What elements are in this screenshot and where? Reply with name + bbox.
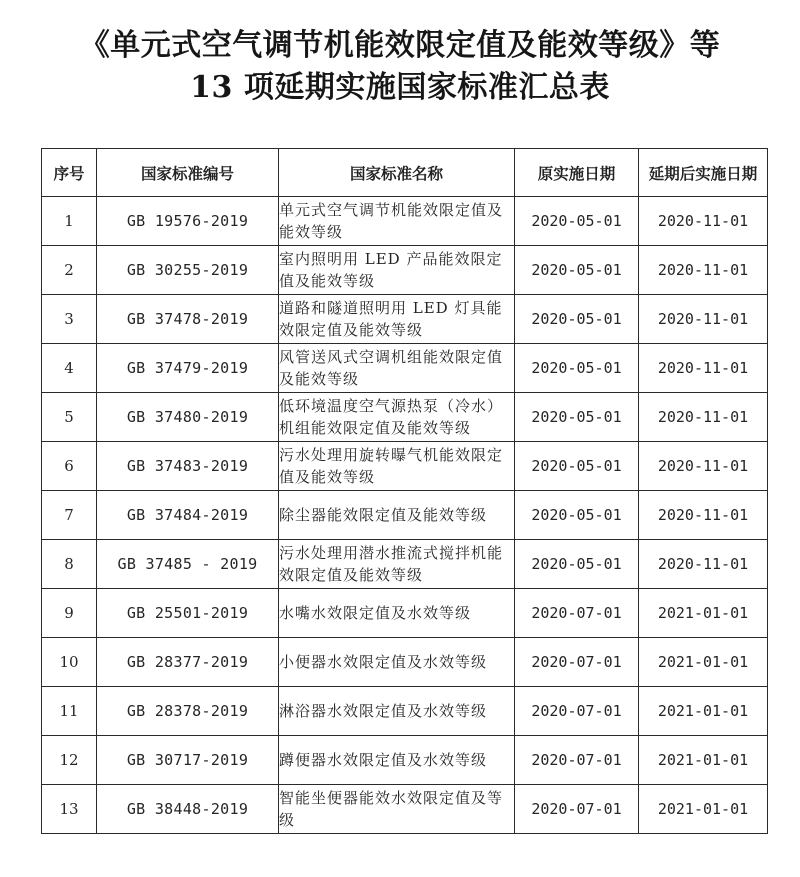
original-date: 2020-05-01: [515, 344, 639, 393]
standard-name: 蹲便器水效限定值及水效等级: [279, 736, 515, 785]
postponed-date: 2020-11-01: [639, 246, 768, 295]
row-index: 5: [42, 393, 97, 442]
standard-name: 智能坐便器能效水效限定值及等级: [279, 785, 515, 834]
header-standard-code: 国家标准编号: [97, 149, 279, 197]
row-index: 6: [42, 442, 97, 491]
table-row: [42, 295, 768, 344]
original-date: 2020-05-01: [515, 442, 639, 491]
original-date: 2020-05-01: [515, 540, 639, 589]
standard-name: 除尘器能效限定值及能效等级: [279, 491, 515, 540]
table-row: [42, 197, 768, 246]
standard-name: 道路和隧道照明用 LED 灯具能效限定值及能效等级: [279, 295, 515, 344]
row-index: 9: [42, 589, 97, 638]
table-row: [42, 785, 768, 834]
original-date: 2020-05-01: [515, 246, 639, 295]
table-row: [42, 736, 768, 785]
table-row: [42, 687, 768, 736]
postponed-date: 2020-11-01: [639, 491, 768, 540]
standards-table: [41, 148, 768, 834]
postponed-date: 2020-11-01: [639, 295, 768, 344]
standard-name: 水嘴水效限定值及水效等级: [279, 589, 515, 638]
original-date: 2020-05-01: [515, 491, 639, 540]
standard-name: 风管送风式空调机组能效限定值及能效等级: [279, 344, 515, 393]
document-title: 《单元式空气调节机能效限定值及能效等级》等: [79, 28, 721, 63]
original-date: 2020-07-01: [515, 638, 639, 687]
header-index: 序号: [42, 149, 97, 197]
standard-name: 单元式空气调节机能效限定值及能效等级: [279, 197, 515, 246]
row-index: 1: [42, 197, 97, 246]
row-index: 4: [42, 344, 97, 393]
header-standard-name: 国家标准名称: [279, 149, 515, 197]
standard-code: GB 28377-2019: [97, 638, 279, 687]
document-subtitle: 13 项延期实施国家标准汇总表: [190, 70, 610, 105]
standard-code: GB 38448-2019: [97, 785, 279, 834]
standard-code: GB 37483-2019: [97, 442, 279, 491]
standard-name: 低环境温度空气源热泵（冷水）机组能效限定值及能效等级: [279, 393, 515, 442]
original-date: 2020-07-01: [515, 687, 639, 736]
standard-code: GB 30717-2019: [97, 736, 279, 785]
standard-name: 淋浴器水效限定值及水效等级: [279, 687, 515, 736]
standard-code: GB 37480-2019: [97, 393, 279, 442]
row-index: 2: [42, 246, 97, 295]
header-original-date: 原实施日期: [515, 149, 639, 197]
postponed-date: 2020-11-01: [639, 344, 768, 393]
row-index: 7: [42, 491, 97, 540]
standard-name: 污水处理用潜水推流式搅拌机能效限定值及能效等级: [279, 540, 515, 589]
postponed-date: 2020-11-01: [639, 442, 768, 491]
table-row: [42, 246, 768, 295]
standard-name: 污水处理用旋转曝气机能效限定值及能效等级: [279, 442, 515, 491]
row-index: 10: [42, 638, 97, 687]
table-row: [42, 344, 768, 393]
original-date: 2020-07-01: [515, 736, 639, 785]
standard-name: 室内照明用 LED 产品能效限定值及能效等级: [279, 246, 515, 295]
postponed-date: 2021-01-01: [639, 687, 768, 736]
original-date: 2020-05-01: [515, 393, 639, 442]
postponed-date: 2021-01-01: [639, 589, 768, 638]
standard-code: GB 37485 - 2019: [97, 540, 279, 589]
row-index: 8: [42, 540, 97, 589]
standard-code: GB 30255-2019: [97, 246, 279, 295]
standard-code: GB 28378-2019: [97, 687, 279, 736]
original-date: 2020-07-01: [515, 785, 639, 834]
row-index: 13: [42, 785, 97, 834]
table-row: [42, 393, 768, 442]
original-date: 2020-07-01: [515, 589, 639, 638]
postponed-date: 2021-01-01: [639, 785, 768, 834]
row-index: 11: [42, 687, 97, 736]
original-date: 2020-05-01: [515, 295, 639, 344]
postponed-date: 2020-11-01: [639, 197, 768, 246]
row-index: 12: [42, 736, 97, 785]
standard-code: GB 37478-2019: [97, 295, 279, 344]
standard-code: GB 19576-2019: [97, 197, 279, 246]
postponed-date: 2021-01-01: [639, 638, 768, 687]
original-date: 2020-05-01: [515, 197, 639, 246]
table-row: [42, 491, 768, 540]
standard-code: GB 25501-2019: [97, 589, 279, 638]
table-row: [42, 540, 768, 589]
header-postponed-date: 延期后实施日期: [639, 149, 768, 197]
postponed-date: 2020-11-01: [639, 540, 768, 589]
row-index: 3: [42, 295, 97, 344]
standard-code: GB 37479-2019: [97, 344, 279, 393]
standard-name: 小便器水效限定值及水效等级: [279, 638, 515, 687]
table-row: [42, 442, 768, 491]
table-header-row: [42, 149, 768, 197]
table-row: [42, 638, 768, 687]
standard-code: GB 37484-2019: [97, 491, 279, 540]
postponed-date: 2020-11-01: [639, 393, 768, 442]
postponed-date: 2021-01-01: [639, 736, 768, 785]
table-row: [42, 589, 768, 638]
